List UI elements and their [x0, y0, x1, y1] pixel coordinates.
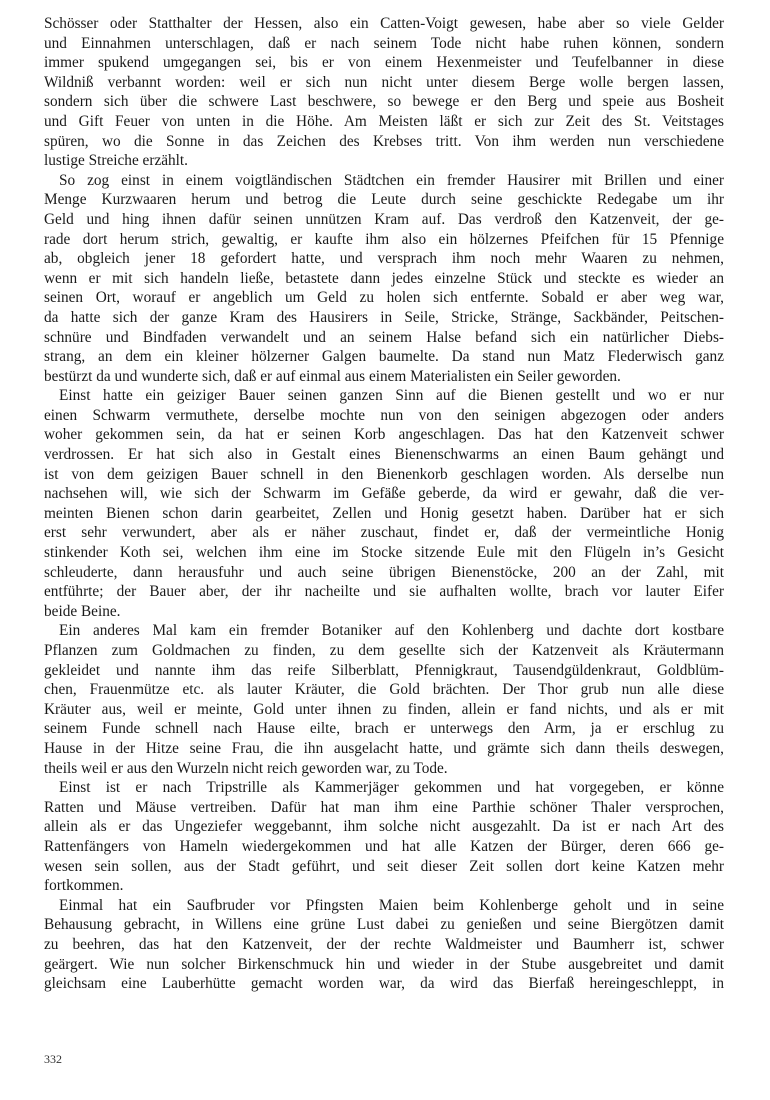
text-line: lustige Streiche erzählt.	[44, 152, 188, 170]
text-line: Kräuter aus, weil er meinte, Gold unter ihnen zu finden, allein er fand nichts, und als er mit	[44, 700, 724, 718]
text-line: Einst ist er nach Tripstrille als Kammerjäger gekommen und hat vorgegeben, er könne	[59, 779, 724, 797]
text-line: Rattenfängers von Hameln wiedergekommen und hat alle Katzen der Bürger, deren 666 ge-	[44, 837, 724, 855]
text-line: Einst hatte ein geiziger Bauer seinen ganzen Sinn auf die Bienen gestellt und wo er nur	[59, 387, 724, 405]
text-line: gleichsam eine Lauberhütte gemacht worden war, da wird das Bierfaß hereingeschleppt, in	[44, 975, 724, 993]
text-line: strang, an dem ein kleiner hölzerner Galgen baumelte. Da stand nun Matz Flederwisch ganz	[44, 348, 724, 366]
text-line: rade dort herum strich, gewaltig, er kaufte ihm also ein hölzernes Pfeifchen für 15 Pfennige	[44, 230, 724, 248]
text-line: bestürzt da und wunderte sich, daß er auf einmal aus einem Materialisten ein Seiler geworden.	[44, 367, 621, 385]
text-line: Ein anderes Mal kam ein fremder Botaniker auf den Kohlenberg und dachte dort kostbare	[59, 622, 724, 640]
text-line: chen, Frauenmütze etc. als lauter Kräuter, die Gold brächten. Der Thor grub nun alle diese	[44, 681, 724, 699]
text-line: ab, obgleich jener 18 gefordert hatte, und versprach ihm noch mehr Waaren zu nehmen,	[44, 250, 724, 268]
text-line: nachsehen will, wie sich der Schwarm im Gefäße geberde, da wird er gewahr, daß die ver-	[44, 485, 724, 503]
text-line: immer spukend umgegangen sei, bis er von einem Hexenmeister und Teufelbanner in diese	[44, 54, 724, 72]
page-number: 332	[44, 1052, 62, 1066]
text-line: ist von dem geizigen Bauer schnell in den Bienenkorb geschlagen worden. Als derselbe nun	[44, 465, 724, 483]
text-line: spüren, wo die Sonne in das Zeichen des Krebses tritt. Von ihm werden nun verschiedene	[44, 132, 724, 150]
text-line: da hatte sich der ganze Kram des Hausirers in Seile, Stricke, Stränge, Sackbänder, Peitschen-	[44, 308, 724, 326]
text-line: Ratten und Mäuse vertreiben. Dafür hat man ihm eine Parthie schöner Thaler versprochen,	[44, 798, 724, 816]
text-line: schleuderte, dann herausfuhr und auch seine übrigen Bienenstöcke, 200 an der Zahl, mit	[44, 563, 724, 581]
text-line: So zog einst in einem voigtländischen Städtchen ein fremder Hausirer mit Brillen und einer	[59, 171, 724, 189]
text-line: seinem Funde schnell nach Hause eilte, brach er unterwegs den Arm, ja er erschlug zu	[44, 720, 724, 738]
text-line: allein als er das Ungeziefer weggebannt, ihm solche nicht ausgezahlt. Da ist er nach Art des	[44, 818, 724, 836]
text-line: erst sehr verwundert, aber als er näher zuschaut, findet er, daß der vermeintliche Honig	[44, 524, 724, 542]
text-line: entführte; der Bauer aber, der ihr nacheilte und sie aufhalten wollte, brach vor lauter Eifer	[44, 583, 724, 601]
text-line: Einmal hat ein Saufbruder vor Pfingsten Maien beim Kohlenberge geholt und in seine	[59, 896, 724, 914]
text-line: Behausung gebracht, in Willens eine grüne Lust dabei zu genießen und seine Biergötzen damit	[44, 916, 724, 934]
text-line: einen Schwarm vermuthete, derselbe mochte nun von den seinigen abgezogen oder anders	[44, 406, 724, 424]
text-line: sondern sich über die schwere Last beschwere, so bewege er den Berg und speie aus Bosheit	[44, 93, 724, 111]
text-line: und Einnahmen unterschlagen, daß er nach seinem Tode nicht habe ruhen können, sondern	[44, 34, 724, 52]
text-line: geärgert. Wie nun solcher Birkenschmuck hin und wieder in der Stube ausgebreitet und damit	[44, 955, 724, 973]
text-line: wenn er mit sich handeln ließe, betastete dann jedes einzelne Stück und steckte es wieder an	[44, 269, 724, 287]
text-line: und Gift Feuer von unten in die Höhe. Am Meisten läßt er sich zur Zeit des St. Veitstages	[44, 112, 724, 130]
text-line: beide Beine.	[44, 602, 121, 620]
text-line: wesen sein sollen, aus der Stadt geführt, und seit dieser Zeit sollen dort keine Katzen mehr	[44, 857, 724, 875]
text-line: woher gekommen sein, da hat er seinen Korb angeschlagen. Das hat den Katzenveit schwer	[44, 426, 724, 444]
text-line: Geld und hing ihnen dafür seinen unnützen Kram auf. Das verdroß den Katzenveit, der ge-	[44, 210, 724, 228]
text-line: meinten Bienen schon darin gearbeitet, Zellen und Honig gesetzt haben. Darüber hat er sich	[44, 504, 724, 522]
text-line: Menge Kurzwaaren herum und betrog die Leute durch seine geschickte Redegabe um ihr	[44, 191, 724, 209]
text-line: fortkommen.	[44, 877, 124, 895]
text-line: verdrossen. Er hat sich also in Gestalt eines Bienenschwarms an einen Baum gehängt und	[44, 446, 724, 464]
text-line: theils weil er aus den Wurzeln nicht reich geworden war, zu Tode.	[44, 759, 448, 777]
text-line: schnüre und Bindfaden verwandelt und an seinem Halse befand sich ein natürlicher Diebs-	[44, 328, 724, 346]
text-line: zu beehren, das hat den Katzenveit, der der rechte Waldmeister und Baumherr ist, schwer	[44, 935, 724, 953]
text-line: seinen Ort, worauf er angeblich um Geld zu holen sich entfernte. Sobald er aber weg war,	[44, 289, 724, 307]
text-line: Wildniß verbannt worden: weil er sich nun nicht unter diesem Berge wolle bergen lassen,	[44, 73, 724, 91]
text-line: stinkender Koth sei, welchen ihm eine im Stocke sitzende Eule mit den Flügeln in’s Gesicht	[44, 544, 724, 562]
text-line: gekleidet und nannte ihm das reife Silberblatt, Pfennigkraut, Tausendgüldenkraut, Goldblüm-	[44, 661, 724, 679]
text-line: Schösser oder Statthalter der Hessen, also ein Catten-Voigt gewesen, habe aber so viele Gelder	[44, 15, 724, 32]
page-body	[44, 14, 724, 994]
text-line: Pflanzen zum Goldmachen zu finden, zu dem gesellte sich der Katzenveit als Kräutermann	[44, 642, 724, 659]
text-line: Hause in der Hitze seine Frau, die ihn ausgelacht hatte, und grämte sich dann theils deswegen,	[44, 739, 724, 757]
